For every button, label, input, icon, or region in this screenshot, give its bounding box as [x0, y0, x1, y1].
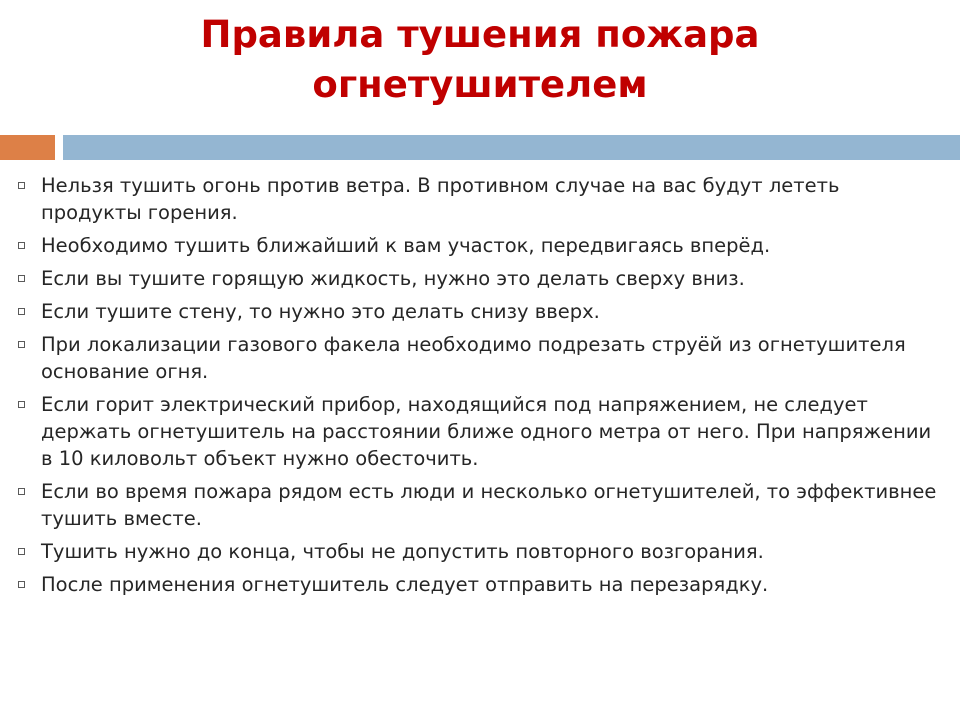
square-bullet-icon [18, 488, 25, 495]
bullet-text: Если вы тушите горящую жидкость, нужно это делать сверху вниз. [41, 267, 745, 290]
bullet-text: Необходимо тушить ближайший к вам участок, передвигаясь вперёд. [41, 234, 771, 257]
bullet-item-3 [18, 265, 938, 292]
bullet-list [18, 172, 938, 604]
square-bullet-icon [18, 242, 25, 249]
square-bullet-icon [18, 341, 25, 348]
square-bullet-icon [18, 275, 25, 282]
bullet-text: Если горит электрический прибор, находящийся под напряжением, не следует держать огнетушитель на расстоянии ближе одного метра от него. При напряжении в 10 киловольт объект нужно обесточить. [41, 393, 932, 470]
bullet-item-6 [18, 391, 938, 472]
bullet-item-9 [18, 571, 938, 598]
bullet-text: Если во время пожара рядом есть люди и несколько огнетушителей, то эффективнее тушить вместе. [41, 480, 937, 530]
bullet-item-8 [18, 538, 938, 565]
accent-bar-orange [0, 135, 55, 160]
square-bullet-icon [18, 182, 25, 189]
square-bullet-icon [18, 548, 25, 555]
bullet-item-7 [18, 478, 938, 532]
bullet-text: После применения огнетушитель следует отправить на перезарядку. [41, 573, 769, 596]
square-bullet-icon [18, 401, 25, 408]
bullet-text: Нельзя тушить огонь против ветра. В противном случае на вас будут лететь продукты горения. [41, 174, 840, 224]
bullet-item-4 [18, 298, 938, 325]
slide-title-line-1: Правила тушения пожара [200, 13, 760, 56]
square-bullet-icon [18, 308, 25, 315]
bullet-item-2 [18, 232, 938, 259]
bullet-item-5 [18, 331, 938, 385]
accent-bar-blue [63, 135, 960, 160]
bullet-text: Если тушите стену, то нужно это делать снизу вверх. [41, 300, 600, 323]
bullet-text: При локализации газового факела необходимо подрезать струёй из огнетушителя основание огня. [41, 333, 906, 383]
slide-title [0, 0, 960, 120]
bullet-text: Тушить нужно до конца, чтобы не допустить повторного возгорания. [41, 540, 764, 563]
square-bullet-icon [18, 581, 25, 588]
bullet-item-1 [18, 172, 938, 226]
slide-title-line-2: огнетушителем [312, 63, 648, 106]
